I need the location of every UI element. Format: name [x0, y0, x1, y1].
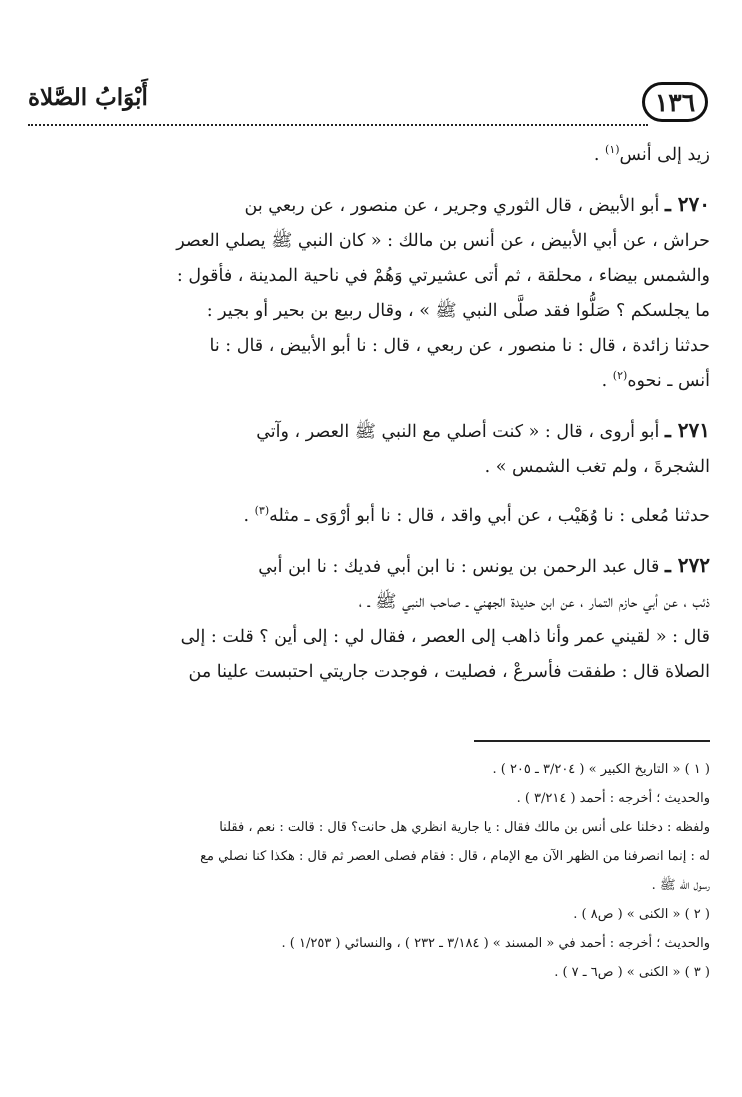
- page-number: ١٣٦: [642, 82, 708, 122]
- footnote-line: ولفظه : دخلنا على أنس بن مالك فقال : يا جارية انظري هل حانت؟ قال : قالت : نعم ، فقلنا: [219, 820, 710, 835]
- footnote-ref: (١): [605, 143, 620, 157]
- hadith-270-line-2: حراش ، عن أبي الأبيض ، عن أنس بن مالك : « كان النبي ﷺ يصلي العصر: [176, 231, 710, 251]
- hadith-text: أبو الأبيض ، قال الثوري وجرير ، عن منصور ، عن ربعي بن: [244, 196, 660, 216]
- footnote-line: له : إنما انصرفنا من الظهر الآن مع الإمام ، قال : فقام فصلى العصر ثم قال : هكذا كنا نصلي مع: [200, 849, 710, 864]
- footnote-line: ( ٢ ) « الكنى » ( ص٨ ) .: [573, 907, 710, 922]
- footnote-separator: [474, 740, 710, 742]
- hadith-270-line-5: حدثنا زائدة ، قال : نا منصور ، عن ربعي ، قال : نا أبو الأبيض ، قال : نا: [209, 336, 710, 356]
- footnote-line: والحديث ؛ أخرجه : أحمد ( ٣/٢١٤ ) .: [516, 791, 710, 806]
- hadith-272-line-2: ذئب ، عن أبي حازم التمار ، عن ابن حديدة الجهني ـ صاحب النبي ﷺ ـ ،: [358, 592, 710, 612]
- main-text: [68, 138, 710, 690]
- hadith-270-line-1: [68, 187, 710, 224]
- page-header: [28, 82, 708, 128]
- footnote-line: ( ٣ ) « الكنى » ( ص٦ ـ ٧ ) .: [554, 965, 710, 980]
- hadith-number: ٢٧١ ـ: [664, 418, 710, 442]
- header-dotted-rule: [28, 120, 648, 126]
- hadith-number: ٢٧٢ ـ: [664, 553, 710, 577]
- hadith-272-line-1: [68, 548, 710, 585]
- footnote-line: رسول الله ﷺ .: [651, 878, 710, 893]
- hadith-text: حدثنا مُعلى : نا وُهَيْب ، عن أبي واقد ، قال : نا أبو أرْوَى ـ مثله: [269, 506, 710, 526]
- footnotes: [68, 755, 710, 987]
- hadith-271-line-1: [68, 413, 710, 450]
- hadith-272-line-3: قال : « لقيني عمر وأنا ذاهب إلى العصر ، فقال لي : إلى أين ؟ قلت : إلى: [180, 627, 710, 647]
- footnote-line: والحديث ؛ أخرجه : أحمد في « المسند » ( ٣/١٨٤ ـ ٢٣٢ ) ، والنسائي ( ١/٢٥٣ ) .: [281, 936, 710, 951]
- hadith-text: قال عبد الرحمن بن يونس : نا ابن أبي فديك : نا ابن أبي: [258, 557, 660, 577]
- hadith-270-line-4: ما يجلسكم ؟ صَلُّوا فقد صلَّى النبي ﷺ » ، وقال ربيع بن بحير أو بجير :: [206, 301, 710, 321]
- hadith-270-line-6: [68, 364, 710, 399]
- line-end: .: [601, 371, 613, 391]
- line-end: .: [243, 506, 255, 526]
- intro-text: زيد إلى أنس: [619, 145, 710, 165]
- intro-end: .: [593, 145, 606, 165]
- intro-line: [68, 138, 710, 173]
- hadith-270-line-3: والشمس بيضاء ، محلقة ، ثم أتى عشيرتي وَهُمْ في ناحية المدينة ، فأقول :: [176, 266, 710, 286]
- footnote-ref: (٣): [254, 504, 270, 518]
- hadith-number: ٢٧٠ ـ: [664, 192, 710, 216]
- hadith-271-line-2: الشجرةَ ، ولم تغب الشمس » .: [484, 457, 710, 477]
- footnote-line: ( ١ ) « التاريخ الكبير » ( ٣/٢٠٤ ـ ٢٠٥ ) .: [492, 762, 710, 777]
- footnote-ref: (٢): [612, 369, 628, 383]
- hadith-text: أنس ـ نحوه: [627, 371, 710, 391]
- hadith-272-line-4: الصلاة قال : طفقت فأسرعْ ، فصليت ، فوجدت جاريتي احتبست علينا من: [188, 662, 710, 682]
- hadith-271-line-3: [68, 499, 710, 534]
- chapter-title: أَبْوَابُ الصَّلاة: [28, 84, 148, 111]
- hadith-text: أبو أروى ، قال : « كنت أصلي مع النبي ﷺ العصر ، وآتي: [256, 422, 660, 442]
